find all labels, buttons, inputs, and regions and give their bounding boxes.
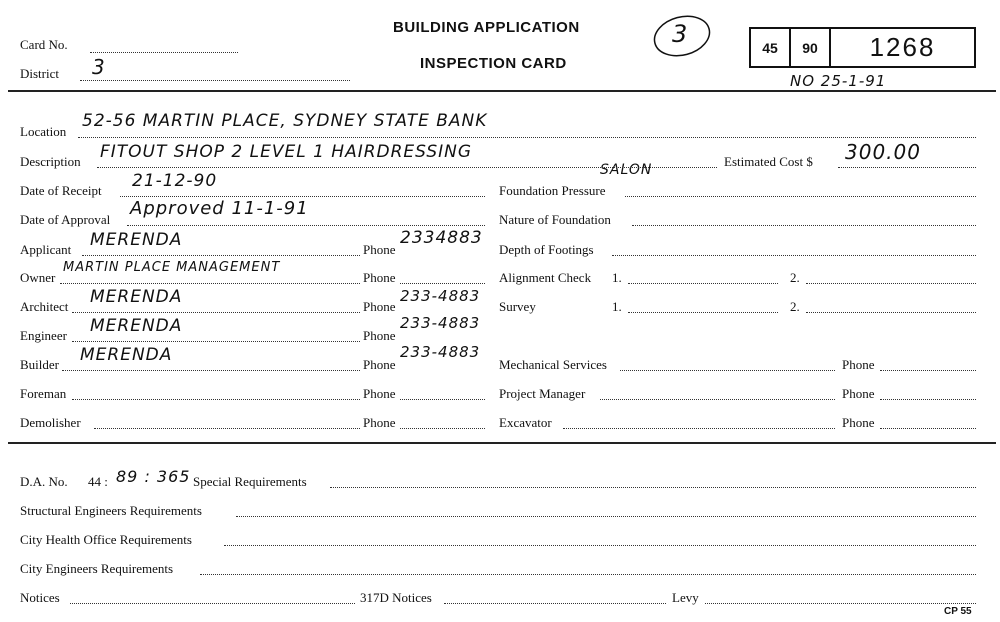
description-value-2: SALON [600, 162, 653, 178]
builder-phone: 233-4883 [400, 343, 481, 361]
survey-label: Survey [499, 299, 536, 314]
foreman-line [72, 399, 360, 400]
mechanical-services-phone-label: Phone [842, 357, 875, 372]
project-manager-phone-label: Phone [842, 386, 875, 401]
date-of-approval-line [127, 225, 485, 226]
foreman-phone-label: Phone [363, 386, 396, 401]
alignment-check-line2 [806, 283, 976, 284]
form-title-line1: BUILDING APPLICATION [393, 19, 580, 36]
applicant-label: Applicant [20, 242, 72, 257]
demolisher-label: Demolisher [20, 415, 81, 430]
applicant-phone-label: Phone [363, 242, 396, 257]
owner-label: Owner [20, 270, 56, 285]
handwritten-ref: NO 25-1-91 [790, 72, 887, 90]
levy-line [705, 603, 976, 604]
project-manager-phone-line [880, 399, 976, 400]
applicant-line [82, 255, 360, 256]
city-engineers-line [200, 574, 976, 575]
architect-value: MERENDA [90, 287, 183, 307]
alignment-check-num2: 2. [790, 270, 800, 285]
mechanical-services-line [620, 370, 835, 371]
city-health-label: City Health Office Requirements [20, 532, 192, 547]
builder-label: Builder [20, 357, 59, 372]
engineer-line [72, 341, 360, 342]
date-of-receipt-line [120, 196, 485, 197]
survey-line2 [806, 312, 976, 313]
location-line [78, 137, 976, 138]
da-no-label: D.A. No. [20, 474, 68, 489]
card-no-line [90, 52, 238, 53]
survey-num2: 2. [790, 299, 800, 314]
survey-line1 [628, 312, 778, 313]
levy-label: Levy [672, 590, 699, 605]
excavator-line [563, 428, 835, 429]
nature-of-foundation-line [632, 225, 976, 226]
district-label: District [20, 66, 59, 81]
owner-value: MARTIN PLACE MANAGEMENT [63, 260, 281, 275]
estimated-cost-label: Estimated Cost $ [724, 154, 813, 169]
form-title-line2: INSPECTION CARD [420, 55, 567, 72]
depth-of-footings-label: Depth of Footings [499, 242, 594, 257]
alignment-check-label: Alignment Check [499, 270, 592, 285]
architect-phone: 233-4883 [400, 287, 481, 305]
estimated-cost-line [838, 167, 976, 168]
project-manager-label: Project Manager [499, 386, 586, 401]
owner-phone-label: Phone [363, 270, 396, 285]
demolisher-phone-label: Phone [363, 415, 396, 430]
foundation-pressure-label: Foundation Pressure [499, 183, 606, 198]
date-of-receipt-label: Date of Receipt [20, 183, 102, 198]
circled-number: 3 [672, 20, 689, 48]
owner-phone-line [400, 283, 485, 284]
estimated-cost-value: 300.00 [845, 140, 921, 164]
da-no-prefix: 44 : [88, 474, 108, 489]
location-label: Location [20, 124, 67, 139]
structural-engineers-label: Structural Engineers Requirements [20, 503, 202, 518]
architect-line [72, 312, 360, 313]
district-line [80, 80, 350, 81]
city-health-line [224, 545, 976, 546]
notices-line [70, 603, 355, 604]
engineer-label: Engineer [20, 328, 67, 343]
foreman-label: Foreman [20, 386, 67, 401]
applicant-phone: 2334883 [400, 228, 483, 248]
engineer-phone-label: Phone [363, 328, 396, 343]
nature-of-foundation-label: Nature of Foundation [499, 212, 611, 227]
excavator-label: Excavator [499, 415, 552, 430]
survey-num1: 1. [612, 299, 622, 314]
notices-label: Notices [20, 590, 60, 605]
builder-value: MERENDA [80, 345, 173, 365]
alignment-check-line1 [628, 283, 778, 284]
notices-317d-line [444, 603, 666, 604]
alignment-check-num1: 1. [612, 270, 622, 285]
description-line [97, 167, 717, 168]
excavator-phone-line [880, 428, 976, 429]
excavator-phone-label: Phone [842, 415, 875, 430]
engineer-phone: 233-4883 [400, 314, 481, 332]
foundation-pressure-line [625, 196, 976, 197]
city-engineers-label: City Engineers Requirements [20, 561, 174, 576]
date-of-receipt-value: 21-12-90 [132, 171, 218, 191]
special-requirements-label: Special Requirements [193, 474, 307, 489]
structural-engineers-line [236, 516, 976, 517]
card-no-label: Card No. [20, 37, 68, 52]
engineer-value: MERENDA [90, 316, 183, 336]
card-number: 1268 [869, 32, 936, 62]
builder-line [62, 370, 360, 371]
form-code: CP 55 [944, 606, 972, 617]
builder-phone-label: Phone [363, 357, 396, 372]
mechanical-services-phone-line [880, 370, 976, 371]
architect-label: Architect [20, 299, 69, 314]
depth-of-footings-line [612, 255, 976, 256]
card-code-2: 90 [791, 29, 831, 66]
location-value: 52-56 MARTIN PLACE, SYDNEY STATE BANK [82, 111, 488, 131]
demolisher-line [94, 428, 360, 429]
da-no-value: 89 : 365 [116, 467, 191, 486]
date-of-approval-label: Date of Approval [20, 212, 111, 227]
demolisher-phone-line [400, 428, 485, 429]
header-divider [8, 90, 996, 92]
date-of-approval-value: Approved 11-1-91 [130, 198, 309, 219]
owner-line [60, 283, 360, 284]
section-divider [8, 442, 996, 444]
description-value: FITOUT SHOP 2 LEVEL 1 HAIRDRESSING [100, 142, 473, 162]
notices-317d-label: 317D Notices [360, 590, 432, 605]
card-code-1: 45 [751, 29, 791, 66]
applicant-value: MERENDA [90, 230, 183, 250]
architect-phone-label: Phone [363, 299, 396, 314]
district-value: 3 [92, 55, 106, 79]
mechanical-services-label: Mechanical Services [499, 357, 607, 372]
project-manager-line [600, 399, 835, 400]
card-number-box [749, 27, 976, 68]
special-requirements-line [330, 487, 976, 488]
foreman-phone-line [400, 399, 485, 400]
description-label: Description [20, 154, 81, 169]
